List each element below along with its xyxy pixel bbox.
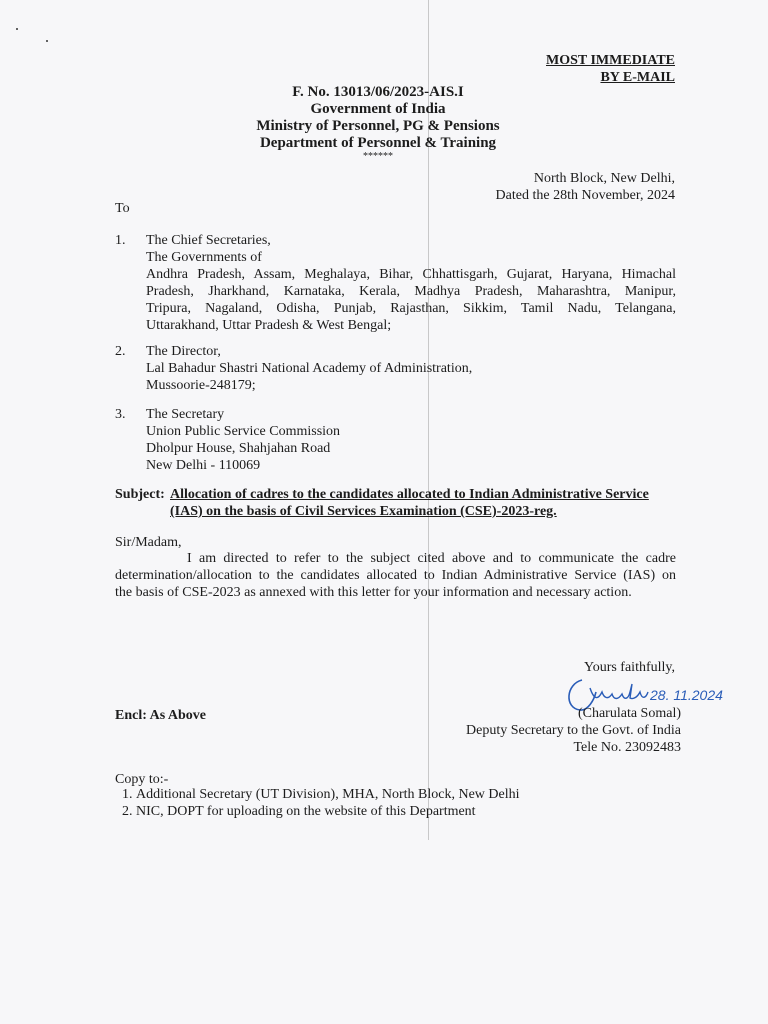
signature-date-text: 28. 11.2024: [650, 687, 723, 703]
states-line: Pradesh, Jharkhand, Karnataka, Kerala, Madhya Pradesh, Maharashtra, Manipur,: [146, 284, 676, 299]
addressee-number: 2.: [115, 344, 126, 359]
file-number: F. No. 13013/06/2023-AIS.I: [292, 84, 464, 100]
addressee-line: New Delhi - 110069: [146, 458, 261, 473]
addressee-line: Mussoorie-248179;: [146, 378, 256, 393]
subject-line: (IAS) on the basis of Civil Services Examination (CSE)-2023-reg.: [170, 504, 557, 519]
subject-line: Allocation of cadres to the candidates allocated to Indian Administrative Service: [170, 487, 649, 502]
urgency-marking: [546, 52, 675, 86]
signatory-name: (Charulata Somal): [577, 706, 681, 721]
salutation: Sir/Madam,: [115, 535, 182, 550]
body-paragraph: [115, 550, 676, 601]
separator-stars: ******: [363, 151, 393, 162]
scan-speck: [46, 40, 48, 42]
addressee-line: The Secretary: [146, 407, 225, 422]
closing-text: Yours faithfully,: [583, 660, 675, 675]
body-line: the basis of CSE-2023 as annexed with this letter for your information and necessary action.: [115, 585, 632, 600]
to-label: To: [115, 201, 130, 216]
most-immediate-text: MOST IMMEDIATE: [546, 53, 675, 68]
addressee-line: Lal Bahadur Shastri National Academy of Administration,: [146, 361, 473, 376]
states-line: Uttarakhand, Uttar Pradesh & West Bengal;: [146, 318, 392, 333]
place-text: North Block, New Delhi,: [533, 171, 675, 186]
addressee-line: Union Public Service Commission: [146, 424, 341, 439]
addressee-1: [146, 232, 676, 334]
copy-to-label: Copy to:-: [115, 772, 169, 787]
states-line: Andhra Pradesh, Assam, Meghalaya, Bihar, Chhattisgarh, Gujarat, Haryana, Himachal: [146, 267, 676, 282]
copy-to-item: 2. NIC, DOPT for uploading on the website of this Department: [136, 803, 676, 820]
date-text: Dated the 28th November, 2024: [495, 188, 675, 203]
by-email-text: BY E-MAIL: [600, 70, 675, 85]
addressee-2: [146, 343, 676, 394]
addressee-line: The Governments of: [146, 250, 262, 265]
copy-to-list: [116, 786, 676, 820]
addressee-line: The Director,: [146, 344, 221, 359]
ministry-name: Ministry of Personnel, PG & Pensions: [256, 118, 500, 134]
signatory-designation: Deputy Secretary to the Govt. of India: [466, 723, 681, 738]
subject-label: Subject:: [115, 487, 165, 502]
addressee-number: 1.: [115, 233, 126, 248]
states-line: Tripura, Nagaland, Odisha, Punjab, Rajasthan, Sikkim, Tamil Nadu, Telangana,: [146, 301, 676, 316]
subject-text: [170, 486, 676, 520]
copy-to-items: [116, 786, 676, 820]
body-line: I am directed to refer to the subject cited above and to communicate the cadre: [187, 551, 676, 566]
place-date: [496, 170, 675, 204]
department-name: Department of Personnel & Training: [259, 135, 497, 151]
addressee-3: [146, 406, 676, 474]
signatory-phone: Tele No. 23092483: [573, 740, 681, 755]
body-line: determination/allocation to the candidates allocated to Indian Administrative Service (IAS) on: [115, 568, 676, 583]
scan-speck: [16, 28, 18, 30]
government-name: Government of India: [310, 101, 446, 117]
enclosure-note: Encl: As Above: [115, 708, 207, 723]
letter-heading: [230, 84, 526, 162]
copy-to-item: 1. Additional Secretary (UT Division), MHA, North Block, New Delhi: [136, 786, 676, 803]
addressee-number: 3.: [115, 407, 126, 422]
addressee-line: The Chief Secretaries,: [146, 233, 271, 248]
addressee-line: Dholpur House, Shahjahan Road: [146, 441, 331, 456]
